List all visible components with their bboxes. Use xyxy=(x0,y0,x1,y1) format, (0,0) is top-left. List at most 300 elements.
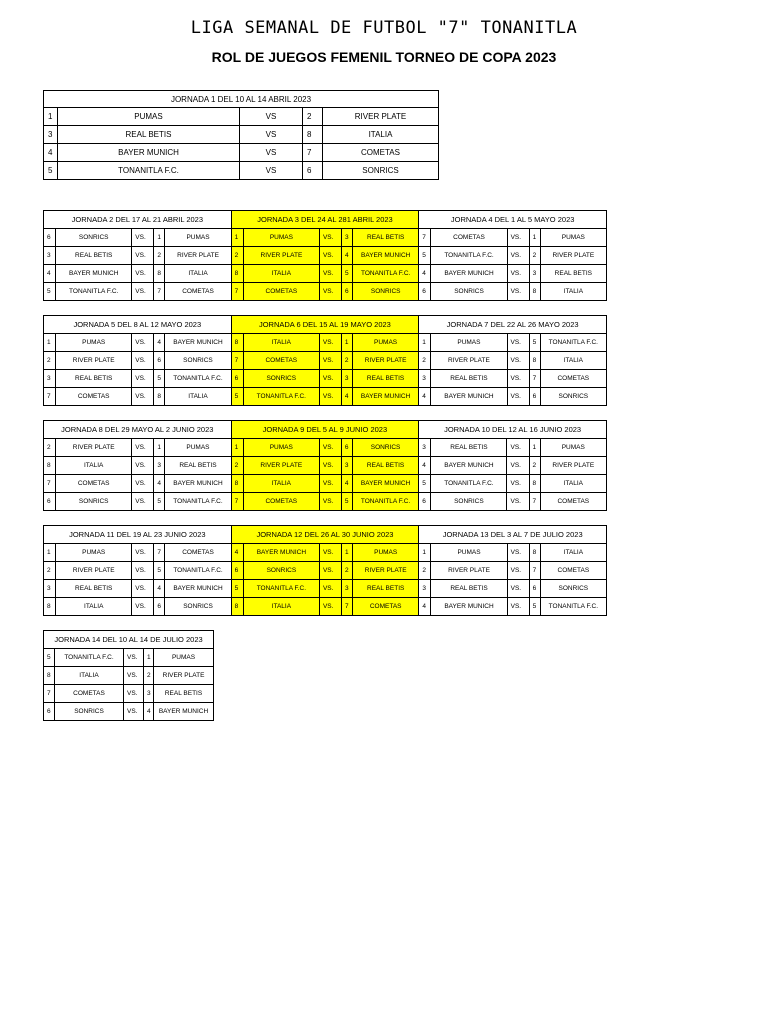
team-number: 6 xyxy=(44,703,55,721)
away-team: RIVER PLATE xyxy=(353,562,419,580)
vs-label: VS. xyxy=(507,598,529,616)
team-number: 6 xyxy=(342,283,353,301)
home-team: TONANITLA F.C. xyxy=(243,388,319,406)
home-team: BAYER MUNICH xyxy=(431,265,507,283)
team-number: 8 xyxy=(154,388,165,406)
away-team: TONANITLA F.C. xyxy=(165,370,231,388)
vs-label: VS. xyxy=(507,457,529,475)
team-number: 7 xyxy=(231,283,243,301)
vs-label: VS. xyxy=(132,334,154,352)
team-number: 4 xyxy=(154,580,165,598)
vs-label: VS. xyxy=(132,493,154,511)
away-team: REAL BETIS xyxy=(352,370,418,388)
away-team: REAL BETIS xyxy=(352,457,418,475)
team-number: 1 xyxy=(342,544,353,562)
vs-label: VS. xyxy=(319,370,341,388)
vs-label: VS xyxy=(240,126,303,144)
match-row xyxy=(44,229,607,247)
jornada-header: JORNADA 11 DEL 19 AL 23 JUNIO 2023 xyxy=(44,526,232,544)
home-team: PUMAS xyxy=(431,544,507,562)
away-team: BAYER MUNICH xyxy=(352,475,418,493)
team-number: 5 xyxy=(44,283,56,301)
away-team: SONRICS xyxy=(353,283,419,301)
away-team: ITALIA xyxy=(540,544,606,562)
away-team: REAL BETIS xyxy=(154,685,214,703)
team-number: 6 xyxy=(154,598,165,616)
home-team: ITALIA xyxy=(243,334,319,352)
team-number: 8 xyxy=(44,457,56,475)
home-team: COMETAS xyxy=(243,493,319,511)
vs-label: VS. xyxy=(319,334,341,352)
home-team: COMETAS xyxy=(431,229,507,247)
home-team: REAL BETIS xyxy=(431,439,507,457)
away-team: REAL BETIS xyxy=(540,265,606,283)
vs-label: VS. xyxy=(507,493,529,511)
away-team: SONRICS xyxy=(165,598,231,616)
away-team: PUMAS xyxy=(540,439,606,457)
home-team: PUMAS xyxy=(243,439,319,457)
match-row xyxy=(44,265,607,283)
team-number: 1 xyxy=(154,439,165,457)
team-number: 4 xyxy=(341,388,352,406)
home-team: SONRICS xyxy=(55,703,124,721)
away-team: ITALIA xyxy=(165,265,231,283)
team-number: 7 xyxy=(44,388,56,406)
vs-label: VS. xyxy=(124,649,144,667)
home-team: ITALIA xyxy=(243,265,319,283)
team-number: 5 xyxy=(342,265,353,283)
away-team: PUMAS xyxy=(540,229,606,247)
team-number: 8 xyxy=(529,544,540,562)
team-number: 7 xyxy=(529,370,540,388)
team-number: 2 xyxy=(419,562,431,580)
home-team: REAL BETIS xyxy=(431,370,507,388)
schedule-subtitle: ROL DE JUEGOS FEMENIL TORNEO DE COPA 2023 xyxy=(211,49,557,65)
away-team: SONRICS xyxy=(165,352,231,370)
team-number: 5 xyxy=(154,370,165,388)
team-number: 8 xyxy=(231,475,243,493)
vs-label: VS. xyxy=(507,439,529,457)
team-number: 8 xyxy=(154,265,165,283)
match-row xyxy=(44,352,607,370)
team-number: 2 xyxy=(303,108,323,126)
away-team: TONANITLA F.C. xyxy=(353,265,419,283)
team-number: 6 xyxy=(341,439,352,457)
team-number: 6 xyxy=(303,162,323,180)
away-team: RIVER PLATE xyxy=(165,247,231,265)
home-team: PUMAS xyxy=(58,108,240,126)
home-team: TONANITLA F.C. xyxy=(56,283,132,301)
jornada-header: JORNADA 6 DEL 15 AL 19 MAYO 2023 xyxy=(231,316,419,334)
jornada-header: JORNADA 13 DEL 3 AL 7 DE JULIO 2023 xyxy=(419,526,607,544)
home-team: PUMAS xyxy=(56,334,132,352)
team-number: 1 xyxy=(154,229,165,247)
team-number: 3 xyxy=(44,247,56,265)
team-number: 7 xyxy=(303,144,323,162)
team-number: 6 xyxy=(419,283,431,301)
away-team: TONANITLA F.C. xyxy=(352,493,418,511)
team-number: 3 xyxy=(419,370,431,388)
vs-label: VS. xyxy=(319,283,341,301)
vs-label: VS. xyxy=(132,439,154,457)
jornada-group-table xyxy=(43,210,607,301)
jornada-header: JORNADA 12 DEL 26 AL 30 JUNIO 2023 xyxy=(231,526,419,544)
match-row xyxy=(44,247,607,265)
team-number: 1 xyxy=(419,544,431,562)
team-number: 2 xyxy=(342,562,353,580)
jornada-header: JORNADA 4 DEL 1 AL 5 MAYO 2023 xyxy=(419,211,607,229)
team-number: 5 xyxy=(529,598,540,616)
team-number: 8 xyxy=(529,475,540,493)
jornada-header: JORNADA 2 DEL 17 AL 21 ABRIL 2023 xyxy=(44,211,232,229)
team-number: 8 xyxy=(231,334,243,352)
away-team: COMETAS xyxy=(165,544,231,562)
vs-label: VS xyxy=(240,144,303,162)
vs-label: VS. xyxy=(319,457,341,475)
team-number: 5 xyxy=(44,649,55,667)
home-team: BAYER MUNICH xyxy=(431,598,507,616)
team-number: 3 xyxy=(44,580,56,598)
match-row xyxy=(44,388,607,406)
team-number: 7 xyxy=(529,493,540,511)
away-team: TONANITLA F.C. xyxy=(540,334,606,352)
jornada-group-table xyxy=(43,315,607,406)
vs-label: VS. xyxy=(319,562,341,580)
home-team: BAYER MUNICH xyxy=(431,457,507,475)
team-number: 4 xyxy=(144,703,154,721)
team-number: 4 xyxy=(231,544,243,562)
away-team: BAYER MUNICH xyxy=(353,247,419,265)
vs-label: VS. xyxy=(319,439,341,457)
team-number: 3 xyxy=(44,126,58,144)
match-row xyxy=(44,475,607,493)
home-team: COMETAS xyxy=(56,388,132,406)
home-team: RIVER PLATE xyxy=(243,457,319,475)
vs-label: VS. xyxy=(132,265,154,283)
team-number: 5 xyxy=(154,562,165,580)
home-team: ITALIA xyxy=(243,598,319,616)
home-team: RIVER PLATE xyxy=(56,562,132,580)
match-row xyxy=(44,667,214,685)
match-row xyxy=(44,562,607,580)
team-number: 1 xyxy=(341,334,352,352)
away-team: PUMAS xyxy=(165,439,231,457)
vs-label: VS. xyxy=(132,598,154,616)
vs-label: VS. xyxy=(319,247,341,265)
away-team: ITALIA xyxy=(540,475,606,493)
home-team: RIVER PLATE xyxy=(431,562,507,580)
team-number: 5 xyxy=(231,580,243,598)
vs-label: VS. xyxy=(319,598,341,616)
team-number: 2 xyxy=(529,457,540,475)
team-number: 5 xyxy=(231,388,243,406)
vs-label: VS. xyxy=(132,229,154,247)
vs-label: VS xyxy=(240,162,303,180)
team-number: 3 xyxy=(419,580,431,598)
away-team: COMETAS xyxy=(323,144,439,162)
match-row xyxy=(44,126,439,144)
team-number: 8 xyxy=(44,598,56,616)
jornada-14-header: JORNADA 14 DEL 10 AL 14 DE JULIO 2023 xyxy=(44,631,214,649)
team-number: 1 xyxy=(529,439,540,457)
team-number: 3 xyxy=(154,457,165,475)
away-team: COMETAS xyxy=(540,370,606,388)
jornada-header: JORNADA 8 DEL 29 MAYO AL 2 JUNIO 2023 xyxy=(44,421,232,439)
vs-label: VS. xyxy=(132,562,154,580)
team-number: 6 xyxy=(529,580,540,598)
away-team: TONANITLA F.C. xyxy=(165,493,231,511)
match-row xyxy=(44,649,214,667)
vs-label: VS. xyxy=(507,352,529,370)
home-team: BAYER MUNICH xyxy=(431,388,507,406)
match-row xyxy=(44,334,607,352)
home-team: SONRICS xyxy=(431,493,507,511)
away-team: REAL BETIS xyxy=(353,229,419,247)
home-team: TONANITLA F.C. xyxy=(431,247,507,265)
team-number: 4 xyxy=(154,475,165,493)
match-row xyxy=(44,439,607,457)
vs-label: VS xyxy=(240,108,303,126)
team-number: 6 xyxy=(231,562,243,580)
team-number: 4 xyxy=(419,388,431,406)
away-team: SONRICS xyxy=(540,580,606,598)
team-number: 4 xyxy=(342,247,353,265)
team-number: 5 xyxy=(154,493,165,511)
home-team: BAYER MUNICH xyxy=(58,144,240,162)
home-team: SONRICS xyxy=(243,562,319,580)
team-number: 5 xyxy=(44,162,58,180)
jornada-14-table xyxy=(43,630,214,721)
team-number: 5 xyxy=(341,493,352,511)
match-row xyxy=(44,283,607,301)
home-team: COMETAS xyxy=(243,352,319,370)
home-team: TONANITLA F.C. xyxy=(55,649,124,667)
vs-label: VS. xyxy=(124,667,144,685)
team-number: 1 xyxy=(231,229,243,247)
vs-label: VS. xyxy=(507,265,529,283)
team-number: 3 xyxy=(144,685,154,703)
home-team: RIVER PLATE xyxy=(56,352,132,370)
home-team: REAL BETIS xyxy=(58,126,240,144)
match-row xyxy=(44,580,607,598)
away-team: BAYER MUNICH xyxy=(154,703,214,721)
team-number: 3 xyxy=(342,580,353,598)
home-team: COMETAS xyxy=(55,685,124,703)
vs-label: VS. xyxy=(507,283,529,301)
vs-label: VS. xyxy=(319,388,341,406)
team-number: 6 xyxy=(231,370,243,388)
home-team: ITALIA xyxy=(55,667,124,685)
jornada-1-table xyxy=(43,90,439,180)
team-number: 4 xyxy=(44,265,56,283)
home-team: RIVER PLATE xyxy=(243,247,319,265)
jornada-header: JORNADA 3 DEL 24 AL 281 ABRIL 2023 xyxy=(231,211,419,229)
team-number: 5 xyxy=(419,475,431,493)
team-number: 6 xyxy=(154,352,165,370)
team-number: 3 xyxy=(342,229,353,247)
team-number: 8 xyxy=(303,126,323,144)
home-team: RIVER PLATE xyxy=(431,352,507,370)
team-number: 7 xyxy=(154,283,165,301)
home-team: REAL BETIS xyxy=(56,580,132,598)
vs-label: VS. xyxy=(124,703,144,721)
team-number: 2 xyxy=(419,352,431,370)
away-team: SONRICS xyxy=(352,439,418,457)
vs-label: VS. xyxy=(319,493,341,511)
vs-label: VS. xyxy=(319,229,341,247)
home-team: BAYER MUNICH xyxy=(243,544,319,562)
team-number: 7 xyxy=(44,685,55,703)
vs-label: VS. xyxy=(507,544,529,562)
home-team: ITALIA xyxy=(243,475,319,493)
vs-label: VS. xyxy=(132,544,154,562)
team-number: 1 xyxy=(231,439,243,457)
home-team: BAYER MUNICH xyxy=(56,265,132,283)
vs-label: VS. xyxy=(132,370,154,388)
vs-label: VS. xyxy=(507,580,529,598)
team-number: 3 xyxy=(341,457,352,475)
home-team: SONRICS xyxy=(56,493,132,511)
team-number: 1 xyxy=(44,108,58,126)
team-number: 1 xyxy=(44,544,56,562)
away-team: TONANITLA F.C. xyxy=(165,562,231,580)
away-team: PUMAS xyxy=(165,229,231,247)
vs-label: VS. xyxy=(507,370,529,388)
home-team: PUMAS xyxy=(243,229,319,247)
away-team: COMETAS xyxy=(165,283,231,301)
home-team: ITALIA xyxy=(56,598,132,616)
team-number: 2 xyxy=(144,667,154,685)
team-number: 4 xyxy=(341,475,352,493)
home-team: REAL BETIS xyxy=(431,580,507,598)
team-number: 7 xyxy=(529,562,540,580)
vs-label: VS. xyxy=(507,388,529,406)
away-team: RIVER PLATE xyxy=(540,247,606,265)
vs-label: VS. xyxy=(319,580,341,598)
team-number: 8 xyxy=(529,283,540,301)
team-number: 1 xyxy=(44,334,56,352)
jornada-header: JORNADA 7 DEL 22 AL 26 MAYO 2023 xyxy=(419,316,607,334)
away-team: ITALIA xyxy=(323,126,439,144)
jornada-group-table xyxy=(43,420,607,511)
team-number: 2 xyxy=(154,247,165,265)
vs-label: VS. xyxy=(132,580,154,598)
team-number: 4 xyxy=(419,457,431,475)
team-number: 4 xyxy=(154,334,165,352)
match-row xyxy=(44,685,214,703)
away-team: COMETAS xyxy=(353,598,419,616)
team-number: 1 xyxy=(419,334,431,352)
away-team: BAYER MUNICH xyxy=(165,475,231,493)
match-row xyxy=(44,162,439,180)
team-number: 4 xyxy=(419,265,431,283)
home-team: SONRICS xyxy=(243,370,319,388)
home-team: REAL BETIS xyxy=(56,370,132,388)
team-number: 5 xyxy=(419,247,431,265)
away-team: SONRICS xyxy=(540,388,606,406)
away-team: SONRICS xyxy=(323,162,439,180)
team-number: 3 xyxy=(529,265,540,283)
team-number: 7 xyxy=(44,475,56,493)
team-number: 8 xyxy=(44,667,55,685)
match-row xyxy=(44,703,214,721)
vs-label: VS. xyxy=(132,283,154,301)
team-number: 7 xyxy=(231,352,243,370)
vs-label: VS. xyxy=(132,475,154,493)
away-team: RIVER PLATE xyxy=(154,667,214,685)
match-row xyxy=(44,598,607,616)
home-team: RIVER PLATE xyxy=(56,439,132,457)
team-number: 6 xyxy=(44,229,56,247)
league-title: LIGA SEMANAL DE FUTBOL "7" TONANITLA xyxy=(190,18,578,38)
away-team: REAL BETIS xyxy=(353,580,419,598)
team-number: 8 xyxy=(529,352,540,370)
jornada-header: JORNADA 10 DEL 12 AL 16 JUNIO 2023 xyxy=(419,421,607,439)
team-number: 2 xyxy=(44,352,56,370)
away-team: REAL BETIS xyxy=(165,457,231,475)
team-number: 2 xyxy=(44,562,56,580)
vs-label: VS. xyxy=(132,247,154,265)
vs-label: VS. xyxy=(507,562,529,580)
away-team: TONANITLA F.C. xyxy=(540,598,606,616)
home-team: PUMAS xyxy=(431,334,507,352)
away-team: COMETAS xyxy=(540,493,606,511)
jornada-header: JORNADA 9 DEL 5 AL 9 JUNIO 2023 xyxy=(231,421,419,439)
home-team: TONANITLA F.C. xyxy=(243,580,319,598)
away-team: ITALIA xyxy=(165,388,231,406)
team-number: 4 xyxy=(419,598,431,616)
jornada-header: JORNADA 5 DEL 8 AL 12 MAYO 2023 xyxy=(44,316,232,334)
vs-label: VS. xyxy=(319,352,341,370)
team-number: 1 xyxy=(144,649,154,667)
away-team: RIVER PLATE xyxy=(540,457,606,475)
team-number: 6 xyxy=(419,493,431,511)
team-number: 3 xyxy=(44,370,56,388)
vs-label: VS. xyxy=(319,265,341,283)
vs-label: VS. xyxy=(507,475,529,493)
team-number: 8 xyxy=(231,598,243,616)
match-row xyxy=(44,493,607,511)
team-number: 3 xyxy=(419,439,431,457)
away-team: COMETAS xyxy=(540,562,606,580)
team-number: 5 xyxy=(529,334,540,352)
away-team: BAYER MUNICH xyxy=(165,334,231,352)
team-number: 2 xyxy=(231,457,243,475)
vs-label: VS. xyxy=(124,685,144,703)
away-team: RIVER PLATE xyxy=(352,352,418,370)
vs-label: VS. xyxy=(319,475,341,493)
home-team: ITALIA xyxy=(56,457,132,475)
vs-label: VS. xyxy=(507,229,529,247)
team-number: 2 xyxy=(231,247,243,265)
home-team: COMETAS xyxy=(56,475,132,493)
away-team: PUMAS xyxy=(353,544,419,562)
vs-label: VS. xyxy=(319,544,341,562)
match-row xyxy=(44,457,607,475)
vs-label: VS. xyxy=(507,334,529,352)
match-row xyxy=(44,544,607,562)
away-team: BAYER MUNICH xyxy=(352,388,418,406)
team-number: 7 xyxy=(231,493,243,511)
match-row xyxy=(44,370,607,388)
team-number: 7 xyxy=(342,598,353,616)
match-row xyxy=(44,144,439,162)
home-team: COMETAS xyxy=(243,283,319,301)
away-team: PUMAS xyxy=(154,649,214,667)
team-number: 2 xyxy=(341,352,352,370)
team-number: 1 xyxy=(529,229,540,247)
jornada-group-table xyxy=(43,525,607,616)
